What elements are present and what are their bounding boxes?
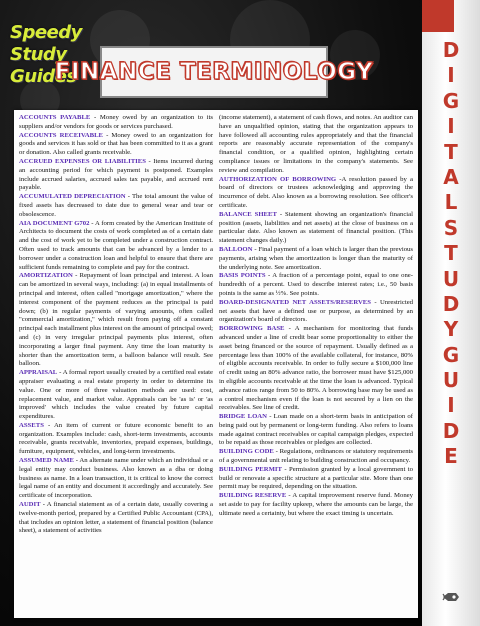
spine-letter: I [447,114,455,139]
glossary-term: BUILDING RESERVE [219,492,287,500]
glossary-definition: - Loan made on a short-term basis in anticipation of being paid out by permanent or long-term funding. Also refers to loans made against contract receivables or capital campaign pledges, expected to be repaid as those receivables or pledges are collected. [219,413,413,447]
glossary-definition: - Items incurred during an accounting period for which payment is postponed. Examples include accrued salaries, accrued sales tax payable, and accrued rent payable. [19,157,213,192]
spine-letter: G [442,88,460,113]
logo-line: Study [10,44,67,65]
glossary-entry [219,448,413,466]
glossary-panel [14,110,418,618]
glossary-entry [219,246,413,272]
glossary-entry [19,132,213,158]
glossary-term: BUILDING CODE [219,448,274,456]
glossary-term: ASSETS [19,421,44,429]
logo-line: Guides [10,66,77,87]
spine-title [428,38,474,470]
glossary-term: BOARD-DESIGNATED NET ASSETS/RESERVES [219,298,371,306]
glossary-entry [19,422,213,457]
glossary-definition: (income statement), a statement of cash flows, and notes. An auditor can have an unqualified opinion, stating that the organization appears to have followed all accounting rules appropriately and that the financial reports are reasonably accurate representation of the company's financial condition, or a qualified opinion, highlighting certain compliance issues or limitations in the company's statements. See review and compilation. [219,114,413,174]
glossary-entry [219,466,413,492]
glossary-definition: - A capital improvement reserve fund. Money set aside to pay for facility upkeep, where the amounts can be large, the ultimate need a certainty, but where the exact timing is uncertain. [219,492,413,517]
glossary-term: ACCUMULATED DEPRECIATION [19,193,126,201]
glossary-definition: - An item of current or future economic benefit to an organization. Examples include: cash, short-term investments, accounts receivable, grants receivable, inventories, prepaid expenses, buildings, furniture, equipment, vehicles, and long-term investments. [19,421,213,456]
glossary-term: APPRAISAL [19,369,58,377]
glossary-term: BALANCE SHEET [219,210,277,218]
glossary-term: ASSUMED NAME [19,457,74,465]
glossary-definition: - A formal report usually created by a certified real estate appraiser evaluating a real estate property in order to determine its value. One or more of three valuation methods are used: cost, replacement value, and market value. Appraisals can be 'as is' or 'as improved' which includes the value created by future capital expenditures. [19,369,213,421]
glossary-definition: - The total amount the value of fixed assets has decreased to date due to general wear and tear or obsolescence. [19,193,213,218]
glossary-entry [219,176,413,211]
glossary-definition: - Repayment of loan principal and interest. A loan can be amortized in several ways, including: (a) in equal installments of principal and interest, often called "mortgage amortization," where the interest component of the payment reduces as the principal is paid down; (b) in regular payments of varying amounts, often called "commercial amortization," which result from paying off a constant principal each installment plus interest on the amount of principal owed; and (c) in very irregular principal payments plus interest, often incorporating a larger final payment. Any time the loan maturity is shorter than the amortization term, a balloon balance will result. See balloon. [19,272,213,368]
spine-letter: I [447,63,455,88]
glossary-entry [219,272,413,298]
glossary-entry [219,211,413,246]
title-box [54,46,374,98]
glossary-definition: - A financial statement as of a certain date, usually covering a twelve-month period, prepared by a Certified Public Accountant (CPA), that includes an opinion letter, a statement of financial position (balance sheet), a statement of activities [19,501,213,535]
spine-letter: S [443,215,459,240]
glossary-definition: - A fraction of a percentage point, equal to one one-hundredth of a percent. Used to describe interest rates; i.e., 50 basis points is the same as ½%. See points. [219,272,413,297]
glossary-definition: - A mechanism for monitoring that funds advanced under a line of credit bear some proportionality to either the asset being financed or the source of repayment. Usually defined as a percentage less than 100% of the available collateral, for instance, 80% of eligible accounts receivable. In order to fully secure a $100,000 line of credit using an 80% advance ratio, the borrower must have $125,000 in eligible accounts receivable at the time the loan is advanced. Typical advance ratios range from 50 to 80%. A borrowing base may be used as a control mechanism even if the loan is not secured by a lien on the receivables. See line of credit. [219,325,413,412]
glossary-entry [219,325,413,413]
spine-letter: U [442,266,460,291]
spine-letter: D [442,291,460,316]
glossary-entry [19,272,213,369]
glossary-term: BORROWING BASE [219,325,285,333]
spine-letter: A [443,164,459,189]
glossary-definition: - A form created by the American Institute of Architects to document the costs of work completed as of a certain date and the cost of work yet to be completed under a construction contract. Often used to track amounts that can be advanced by a lender to a borrower under a construction loan and helpful to ensure that there are sufficient funds remaining to complete and pay for the contract. [19,219,213,271]
glossary-column-left [19,114,213,614]
glossary-definition: - Money owed to an organization for goods and services it has sold or that has been committed to it as a grant or donation. Also called grants receivable. [19,131,213,157]
glossary-entry [19,501,213,536]
glossary-term: AUDIT [19,501,41,509]
glossary-entry [219,492,413,518]
glossary-entry [19,158,213,193]
glossary-entry [219,413,413,448]
glossary-definition: - Final payment of a loan which is larger than the previous payments, arising when the amortization is longer than the maturity of the underlying note. See amortization. [219,245,413,271]
glossary-term: BASIS POINTS [219,272,266,280]
book-title: FINANCE TERMINOLOGY [54,59,374,85]
spine-letter: Y [443,317,459,342]
glossary-term: BUILDING PERMIT [219,465,282,473]
glossary-entry [219,299,413,325]
spine-ribbon [422,0,454,32]
logo-line: Speedy [10,22,82,43]
glossary-entry [19,193,213,219]
glossary-term: ACCOUNTS RECEIVABLE [19,131,103,139]
spine-letter: D [442,418,460,443]
rocket-icon [442,590,460,604]
spine-letter: T [444,139,458,164]
glossary-term: BALLOON [219,245,253,253]
spine-letter: I [447,393,455,418]
glossary-definition: - Money owed by an organization to its suppliers and/or vendors for goods or services purchased. [19,114,213,130]
glossary-definition: - Regulations, ordinances or statutory requirements of a governmental unit relating to building construction and occupancy. [219,448,413,465]
glossary-term: BRIDGE LOAN [219,413,267,421]
glossary-definition: -A resolution passed by a board of directors or trustees acknowledging and approving the incurrence of debt. Also known as a borrowing resolution. See officer's certificate. [219,175,413,209]
glossary-term: ACCRUED EXPENSES OR LIABILITIES [19,157,146,165]
spine-letter: D [442,38,460,62]
glossary-term: ACCOUNTS PAYABLE [19,114,91,121]
glossary-term: AUTHORIZATION OF BORROWING [219,175,337,183]
spine-letter: T [444,241,458,266]
glossary-definition: - Permission granted by a local government to build or renovate a specific structure at a particular site. More than one permit may be required, depending on the situation. [219,465,413,491]
glossary-definition: - Unrestricted net assets that have a defined use or purpose, as determined by an organization's board of directors. [219,298,413,324]
glossary-definition: - An alternate name under which an individual or a legal entity may conduct business. Also known as a dba or doing business as name. In a loan transaction, it is critical to know the correct legal name of an entity and document it accordingly and accurately. See certificate of incorporation. [19,457,213,500]
glossary-definition: - Statement showing an organization's financial position (assets, liabilities and net assets) at the close of business on a particular date. Also known as statement of financial position. (This statement changes daily.) [219,210,413,245]
glossary-entry [19,114,213,132]
glossary-entry [19,369,213,422]
spine-letter: U [442,368,460,393]
glossary-entry [19,220,213,273]
glossary-term: AMORTIZATION [19,272,73,280]
glossary-entry [219,114,413,176]
glossary-column-right [219,114,413,614]
spine-letter: E [444,444,458,469]
spine-letter: G [442,342,460,367]
glossary-entry [19,457,213,501]
glossary-term: AIA DOCUMENT G702 [19,219,90,227]
spine-letter: L [444,190,458,215]
